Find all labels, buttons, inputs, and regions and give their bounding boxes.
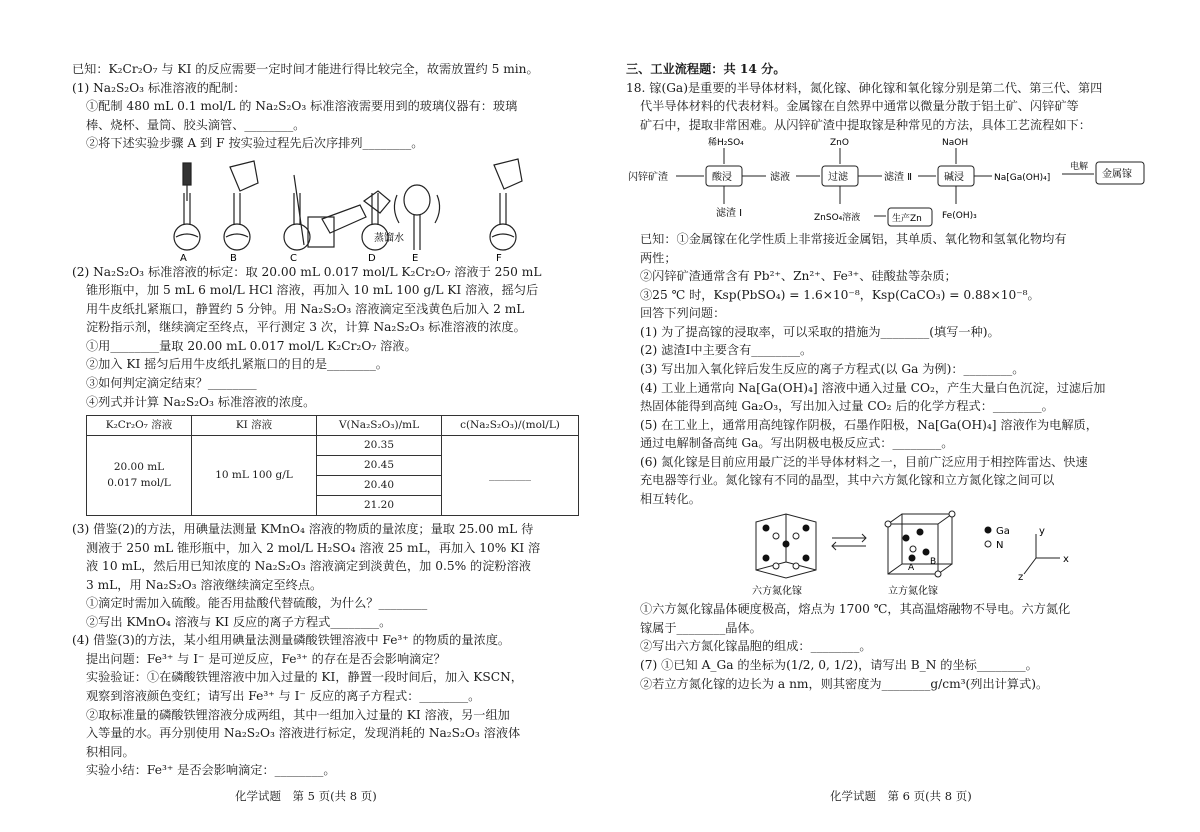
flow-out1: 滤渣 Ⅰ <box>716 208 743 220</box>
flow-start: 闪锌矿渣 <box>628 172 668 184</box>
label-c: C <box>290 252 297 263</box>
axis-y: y <box>1039 526 1045 538</box>
label-water: 蒸馏水 <box>374 232 404 244</box>
q3-line2: 测液于 250 mL 锥形瓶中，加入 2 mol/L H₂SO₄ 溶液 25 mL，再加入 10% KI 溶 <box>86 540 541 555</box>
apparatus-figure <box>72 155 582 263</box>
axis-x: x <box>1063 554 1069 566</box>
q2-2: ②加入 KI 摇匀后用牛皮纸扎紧瓶口的目的是________。 <box>86 357 388 372</box>
flow-in3: NaOH <box>942 138 969 149</box>
th-conc: c(Na₂S₂O₃)/(mol/L) <box>442 416 579 436</box>
flow-box3: 碱浸 <box>944 172 964 184</box>
point-b: B <box>930 557 937 568</box>
flow-end: 金属镓 <box>1102 169 1132 181</box>
label-f: F <box>496 252 502 263</box>
process-flowchart <box>626 134 1146 230</box>
answer-prompt: 回答下列问题： <box>640 306 726 321</box>
q2-line2: 锥形瓶中，加 5 mL 6 mol/L HCl 溶液，再加入 10 mL 100 g/L KI 溶液，摇匀后 <box>86 283 539 298</box>
q4-line1: (4) 借鉴(3)的方法，某小组用碘量法测量磷酸铁锂溶液中 Fe³⁺ 的物质的量浓度。 <box>72 633 511 648</box>
cell-v2: 20.45 <box>317 456 442 476</box>
q1-1-line2: 棒、烧杯、量筒、胶头滴管、________。 <box>86 117 306 132</box>
section-title: 三、工业流程题：共 14 分。 <box>626 62 786 76</box>
q2-line1: (2) Na₂S₂O₃ 标准溶液的标定：取 20.00 mL 0.017 mol/L K₂Cr₂O₇ 溶液于 250 mL <box>72 264 542 279</box>
q1-1-line1: ①配制 480 mL 0.1 mol/L 的 Na₂S₂O₃ 标准溶液需要用到的玻璃仪器有：玻璃 <box>86 99 518 114</box>
cell-v1: 20.35 <box>317 436 442 456</box>
cell-conc: ________ <box>442 436 579 516</box>
label-d: D <box>368 252 376 263</box>
q4-summary: 实验小结：Fe³⁺ 是否会影响滴定：________。 <box>86 763 336 778</box>
label-hexagonal: 六方氮化镓 <box>752 586 802 598</box>
q3-line3: 液 10 mL，然后用已知浓度的 Na₂S₂O₃ 溶液滴定到淡黄色，加 0.5% 的淀粉溶液 <box>86 559 531 574</box>
q4-line3: 实验验证：①在磷酸铁锂溶液中加入过量的 KI，静置一段时间后，加入 KSCN， <box>86 670 523 685</box>
q2-4: ④列式并计算 Na₂S₂O₃ 标准溶液的浓度。 <box>86 394 316 409</box>
sub-q7-1: (7) ①已知 A_Ga 的坐标为(1/2, 0, 1/2)，请写出 B_N 的坐标________。 <box>640 658 1038 673</box>
sub-q1: (1) 为了提高镓的浸取率，可以采取的措施为________(填写一种)。 <box>640 324 1000 339</box>
q18-line3: 矿石中，提取非常困难。从闪锌矿渣中提取镓是种常见的方法，具体工艺流程如下： <box>640 117 1091 132</box>
q4-line2: 提出问题：Fe³⁺ 与 I⁻ 是可逆反应，Fe³⁺ 的存在是否会影响滴定？ <box>86 651 446 666</box>
q4-line4: 观察到溶液颜色变红；请写出 Fe³⁺ 与 I⁻ 反应的离子方程式：________。 <box>86 689 481 704</box>
given-1b: 两性； <box>640 250 677 265</box>
crystal-structures <box>626 508 1146 600</box>
given-1: 已知：①金属镓在化学性质上非常接近金属铝，其单质、氧化物和氢氧化物均有 <box>640 232 1067 247</box>
flow-product: 生产Zn <box>892 214 922 225</box>
q2-line3: 用牛皮纸扎紧瓶口，静置约 5 分钟。用 Na₂S₂O₃ 溶液滴定至浅黄色后加入 2 mL <box>86 301 525 316</box>
legend-n: N <box>996 540 1004 552</box>
flow-mid3: Na[Ga(OH)₄] <box>994 173 1051 184</box>
sub-q7-2: ②若立方氮化镓的边长为 a nm，则其密度为________g/cm³(列出计算式)。 <box>640 676 1049 691</box>
cell-v4: 21.20 <box>317 496 442 516</box>
sub-q6-1-line2: 镓属于________晶体。 <box>640 620 762 635</box>
sub-q6-line1: (6) 氮化镓是目前应用最广泛的半导体材料之一，目前广泛应用于相控阵雷达、快速 <box>640 454 1088 469</box>
sub-q4-line1: (4) 工业上通常向 Na[Ga(OH)₄] 溶液中通入过量 CO₂，产生大量白色沉淀，过滤后加 <box>640 380 1106 395</box>
right-column <box>626 60 1146 693</box>
label-a: A <box>180 252 187 263</box>
flow-mid1: 滤液 <box>770 172 790 184</box>
q1-2-line: ②将下述实验步骤 A 到 F 按实验过程先后次序排列________。 <box>86 136 424 151</box>
sub-q5-line1: (5) 在工业上，通常用高纯镓作阴极，石墨作阳极，Na[Ga(OH)₄] 溶液作为电解质， <box>640 417 1098 432</box>
sub-q6-line3: 相互转化。 <box>640 491 701 506</box>
q4-line7: 积相同。 <box>86 744 135 759</box>
cell-ki: 10 mL 100 g/L <box>192 436 317 516</box>
flow-box1: 酸浸 <box>712 172 732 184</box>
footer-right: 化学试题 第 6 页(共 8 页) <box>830 789 972 803</box>
given-2: ②闪锌矿渣通常含有 Pb²⁺、Zn²⁺、Fe³⁺、硅酸盐等杂质； <box>640 269 957 284</box>
sub-q2: (2) 滤渣Ⅰ中主要含有________。 <box>640 343 813 358</box>
cell-k2cr2o7: 20.00 mL 0.017 mol/L <box>87 436 192 516</box>
flow-out3: Fe(OH)₃ <box>942 211 977 222</box>
th-ki: KI 溶液 <box>192 416 317 436</box>
q4-line6: 入等量的水。再分别使用 Na₂S₂O₃ 溶液进行标定，发现消耗的 Na₂S₂O₃ 溶液体 <box>86 726 521 741</box>
q18-line2: 代半导体材料的代表材料。金属镓在自然界中通常以微量分散于铝土矿、闪锌矿等 <box>640 99 1079 114</box>
footer-left: 化学试题 第 5 页(共 8 页) <box>235 789 377 803</box>
apparatus-drawing <box>72 155 582 263</box>
sub-q5-line2: 通过电解制备高纯 Ga。写出阴极电极反应式：________。 <box>640 436 954 451</box>
q2-3: ③如何判定滴定结束？________ <box>86 376 257 391</box>
label-e: E <box>412 252 419 263</box>
label-b: B <box>230 252 237 263</box>
flow-step: 电解 <box>1070 162 1089 173</box>
q1-title: (1) Na₂S₂O₃ 标准溶液的配制： <box>72 80 246 95</box>
axis-z: z <box>1018 572 1024 584</box>
q3-2: ②写出 KMnO₄ 溶液与 KI 反应的离子方程式________。 <box>86 614 392 629</box>
sub-q6-2: ②写出六方氮化镓晶胞的组成：________。 <box>640 639 872 654</box>
flow-box2: 过滤 <box>828 172 848 184</box>
q4-line5: ②取标准量的磷酸铁锂溶液分成两组，其中一组加入过量的 KI 溶液，另一组加 <box>86 707 510 722</box>
sub-q6-line2: 充电器等行业。氮化镓有不同的晶型，其中六方氮化镓和立方氮化镓之间可以 <box>640 473 1055 488</box>
sub-q6-1-line1: ①六方氮化镓晶体硬度极高，熔点为 1700 ℃，其高温熔融物不导电。六方氮化 <box>640 602 1071 617</box>
given-3: ③25 ℃ 时，Ksp(PbSO₄) = 1.6×10⁻⁸，Ksp(CaCO₃) = 0.88×10⁻⁸。 <box>640 287 1040 302</box>
flow-in1: 稀H₂SO₄ <box>708 138 744 149</box>
q3-1: ①滴定时需加入硫酸。能否用盐酸代替硫酸，为什么？________ <box>86 596 428 611</box>
th-volume: V(Na₂S₂O₃)/mL <box>317 416 442 436</box>
q18-line1: 18. 镓(Ga)是重要的半导体材料，氮化镓、砷化镓和氧化镓分别是第二代、第三代、第四 <box>626 80 1103 95</box>
q3-line1: (3) 借鉴(2)的方法，用碘量法测量 KMnO₄ 溶液的物质的量浓度；量取 25.00 mL 待 <box>72 522 534 537</box>
legend-ga: Ga <box>996 526 1010 538</box>
flow-out2: ZnSO₄溶液 <box>814 213 861 224</box>
point-a: A <box>908 563 915 574</box>
cell-v3: 20.40 <box>317 476 442 496</box>
left-column <box>72 60 582 780</box>
given-note: 已知：K₂Cr₂O₇ 与 KI 的反应需要一定时间才能进行得比较完全，故需放置约 5 min。 <box>72 62 539 76</box>
sub-q3: (3) 写出加入氧化锌后发生反应的离子方程式(以 Ga 为例)：________。 <box>640 362 1025 377</box>
th-k2cr2o7: K₂Cr₂O₇ 溶液 <box>87 416 192 436</box>
q2-line4: 淀粉指示剂，继续滴定至终点，平行测定 3 次，计算 Na₂S₂O₃ 标准溶液的浓度。 <box>86 320 526 335</box>
flow-in2: ZnO <box>830 138 849 149</box>
flow-mid2: 滤渣 Ⅱ <box>884 172 913 184</box>
q2-1: ①用________量取 20.00 mL 0.017 mol/L K₂Cr₂O₇ 溶液。 <box>86 338 417 353</box>
label-cubic: 立方氮化镓 <box>888 586 938 598</box>
sub-q4-line2: 热固体能得到高纯 Ga₂O₃，写出加入过量 CO₂ 后的化学方程式：________。 <box>640 399 1054 414</box>
titration-table <box>86 415 579 516</box>
q3-line4: 3 mL，用 Na₂S₂O₃ 溶液继续滴定至终点。 <box>86 577 323 592</box>
